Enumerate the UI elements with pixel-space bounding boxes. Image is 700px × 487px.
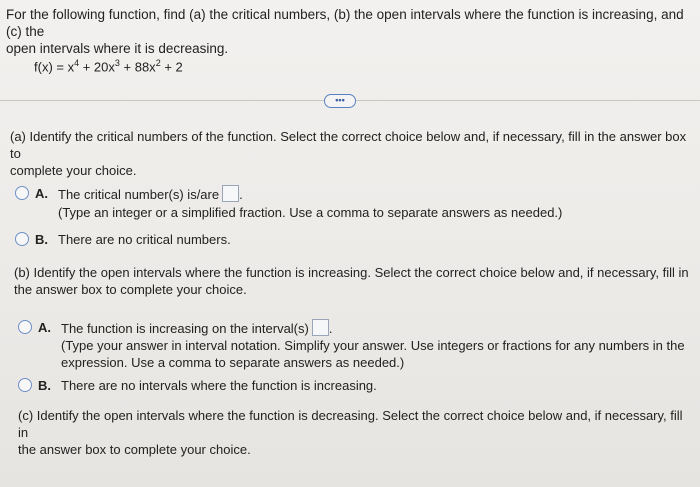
function-expression <box>34 58 183 74</box>
part-b-line-2: the answer box to complete your choice. <box>14 282 247 297</box>
part-a-choice-a-text: The critical number(s) is/are <box>58 187 220 202</box>
part-b-radio-a[interactable] <box>18 320 32 334</box>
function-term-2: + 20x <box>79 59 115 75</box>
part-b-choice-a-text: The function is increasing on the interval(s) <box>61 321 309 336</box>
part-a-line-2: complete your choice. <box>10 163 137 178</box>
prompt-line-2: open intervals where it is decreasing. <box>6 41 229 56</box>
part-a-instructions <box>10 128 690 179</box>
part-a-line-1: (a) Identify the critical numbers of the function. Select the correct choice below and, if necessary, fill in the answer box to <box>10 129 687 161</box>
part-a-choice-a-text-row <box>58 185 243 203</box>
part-a-answer-box[interactable] <box>222 185 239 202</box>
function-term-3: + 88x <box>119 59 156 75</box>
more-options-button[interactable]: ••• <box>324 94 356 108</box>
part-b-radio-b[interactable] <box>18 378 32 392</box>
part-b-choice-b-text: There are no intervals where the function is increasing. <box>61 378 377 393</box>
function-exponent-1: 4 <box>74 58 80 68</box>
function-term-4: + 2 <box>160 59 183 75</box>
part-c-instructions <box>18 407 690 458</box>
part-b-choice-a-hint-2: expression. Use a comma to separate answers as needed.) <box>61 355 405 370</box>
part-b-choice-b-letter: B. <box>38 378 51 393</box>
part-a-choice-b-text: There are no critical numbers. <box>58 232 231 247</box>
function-exponent-2: 3 <box>114 58 120 68</box>
part-a-choice-a-hint: (Type an integer or a simplified fraction. Use a comma to separate answers as needed.) <box>58 205 563 220</box>
question-prompt <box>6 6 694 57</box>
prompt-line-1: For the following function, find (a) the critical numbers, (b) the open intervals where the function is increasing, and (c) the <box>6 7 684 39</box>
part-a-choice-b-letter: B. <box>35 232 48 247</box>
function-term-1: f(x) = x <box>34 59 75 75</box>
part-a-choice-a-letter: A. <box>35 186 48 201</box>
part-b-choice-a-text-row <box>61 319 332 337</box>
part-c-line-1: (c) Identify the open intervals where the function is decreasing. Select the correct choice below and, if necessary, fill in <box>18 408 683 440</box>
part-b-choice-a-letter: A. <box>38 320 51 335</box>
part-a-radio-b[interactable] <box>15 232 29 246</box>
part-a-answer-period: . <box>239 187 243 202</box>
part-b-answer-period: . <box>328 321 333 336</box>
part-b-instructions <box>14 264 690 298</box>
part-b-answer-box[interactable] <box>312 319 329 336</box>
part-a-radio-a[interactable] <box>15 186 29 200</box>
function-exponent-3: 2 <box>155 58 161 68</box>
part-b-line-1: (b) Identify the open intervals where the function is increasing. Select the correct choice below and, if necessary, fill in <box>14 265 689 280</box>
part-b-choice-a-hint-1: (Type your answer in interval notation. Simplify your answer. Use integers or fractions for any numbers in the <box>61 338 685 353</box>
part-c-line-2: the answer box to complete your choice. <box>18 442 251 457</box>
